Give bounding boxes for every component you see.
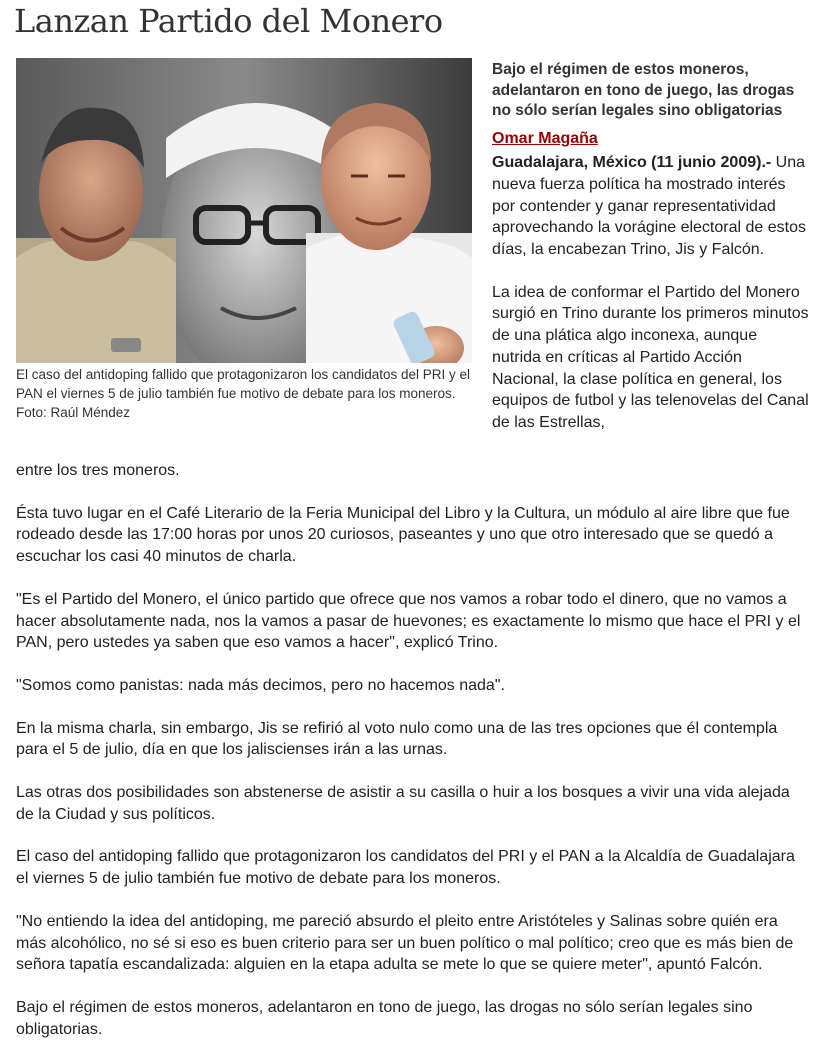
photo-credit: Foto: Raúl Méndez — [16, 405, 131, 420]
article-side-column — [492, 60, 810, 434]
body-paragraph: "Somos como panistas: nada más decimos, pero no hacemos nada". — [16, 676, 505, 694]
article-title: Lanzan Partido del Monero — [14, 2, 443, 40]
body-paragraph: "Es el Partido del Monero, el único partido que ofrece que nos vamos a robar todo el dinero, que no vamos a hacer absolutamente nada, nos la vamos a pasar de huevones; es exactamente lo mismo que hace el PRI y el PAN, pero ustedes ya saben que eso vamos a hacer", explicó Trino. — [16, 590, 801, 652]
body-paragraph: El caso del antidoping fallido que protagonizaron los candidatos del PRI y el PAN a la Alcaldía de Guadalajara el viernes 5 de julio también fue motivo de debate para los moneros. — [16, 848, 795, 888]
lead-paragraph — [492, 152, 810, 261]
body-paragraph: "No entiendo la idea del antidoping, me pareció absurdo el pleito entre Aristóteles y Salinas sobre quién era más alcohólico, no sé si eso es buen criterio para ser un buen político o mal político; creo que es más bien de señora tapatía escandalizada: alguien en la etapa adulta se mete lo que se quiere meter", apuntó Falcón. — [16, 912, 794, 974]
caption-text: El caso del antidoping fallido que protagonizaron los candidatos del PRI y el PAN el viernes 5 de julio también fue motivo de debate para los moneros. — [16, 367, 471, 401]
body-paragraph: Bajo el régimen de estos moneros, adelantaron en tono de juego, las drogas no sólo serían legales sino obligatorias. — [16, 998, 753, 1038]
article-figure — [16, 58, 473, 422]
body-paragraph: Ésta tuvo lugar en el Café Literario de la Feria Municipal del Libro y la Cultura, un módulo al aire libre que fue rodeado desde las 17:00 horas por unos 20 curiosos, paseantes y uno que otro interesado que se quedó a escuchar los casi 40 minutos de charla. — [16, 504, 790, 566]
article-deck: Bajo el régimen de estos moneros, adelantaron en tono de juego, las drogas no sólo serían legales sino obligatorias — [492, 61, 795, 119]
article-body — [16, 460, 810, 1061]
paragraph-2-end: entre los tres moneros. — [16, 462, 180, 479]
dateline: Guadalajara, México (11 junio 2009).- — [492, 154, 772, 172]
article-photo — [16, 58, 472, 363]
photo-caption — [16, 365, 473, 422]
paragraph-2-start: La idea de conformar el Partido del Monero surgió en Trino durante los primeros minutos de una plática algo inconexa, aunque nutrida en críticas al Partido Acción Nacional, la clase política en general, los equipos de futbol y las telenovelas del Canal de las Estrellas, — [492, 283, 809, 431]
body-paragraph: En la misma charla, sin embargo, Jis se refirió al voto nulo como una de las tres opciones que él contempla para el 5 de julio, día en que los jaliscienses irán a las urnas. — [16, 719, 778, 759]
lead-text: Una nueva fuerza política ha mostrado interés por contender y ganar representatividad aprovechando la vorágine electoral de estos días, la encabezan Trino, Jis y Falcón. — [492, 154, 806, 259]
body-paragraph: Las otras dos posibilidades son abstenerse de asistir a su casilla o huir a los bosques a vivir una vida alejada de la Ciudad y sus políticos. — [16, 784, 790, 823]
author-link[interactable]: Omar Magaña — [492, 129, 598, 147]
